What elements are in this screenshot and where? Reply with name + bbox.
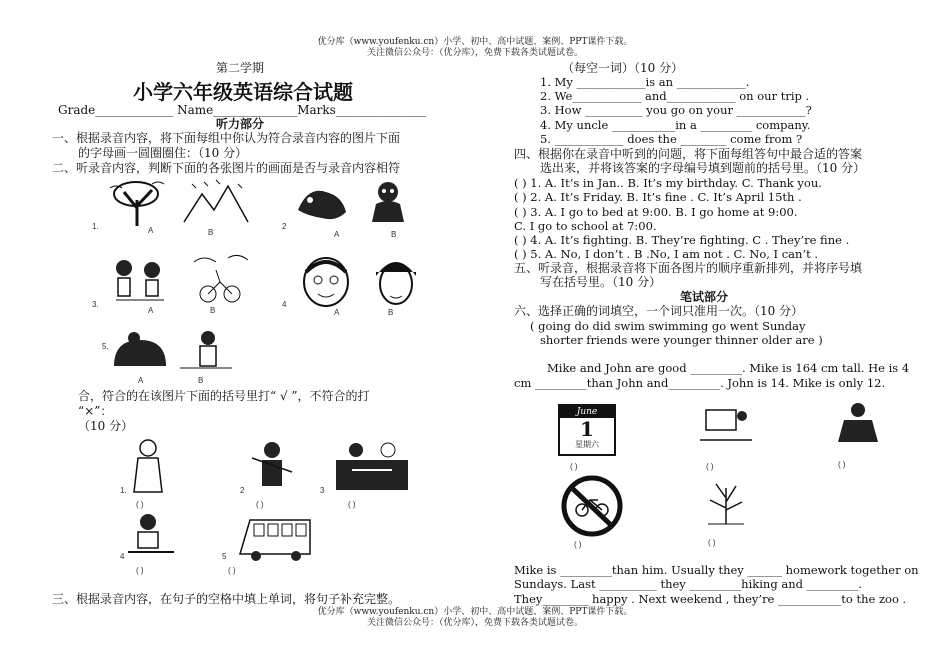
dragon-picture [294,180,350,226]
monkey-picture [362,178,414,226]
q2-text-b: 合，符合的在该图片下面的括号里打“ √ ”，不符合的打 [78,389,370,403]
boy-writing-picture [126,512,176,562]
mother-cooking-picture [178,328,234,374]
q1-picture-grid [90,178,430,388]
q2-bracket: ( ) [348,500,356,509]
option-b: B [391,230,397,239]
q4-text-b: 选出来，并将该答案的字母编号填到题前的括号里。（10 分） [540,161,866,175]
q5-bracket: ( ) [574,540,582,549]
q3-item-4: 4. My uncle ___________in a _________ company. [540,118,811,132]
calendar-weekday: 星期六 [575,440,599,449]
park-bicycle-picture [188,252,254,304]
option-a: A [148,226,154,235]
q4-item-1: ( ) 1. A. It’s in Jan.. B. It’s my birthday. C. Thank you. [514,176,822,190]
calendar-picture [558,404,616,456]
header-line-2: 关注微信公众号：（优分库），免费下载各类试题试卷。 [366,48,583,58]
option-b: B [198,376,204,385]
option-a: A [148,306,154,315]
boy-face-picture [370,256,420,308]
q2-number: 3 [320,486,325,495]
violin-player-picture [250,440,294,492]
q4-text-a: 四、根据你在录音中听到的问题，将下面每组答句中最合适的答案 [514,147,863,161]
q6-word-bank-1: ( going do did swim swimming go went Sunday [530,319,806,333]
calendar-day: 1 [580,417,594,441]
page-title: 小学六年级英语综合试题 [133,80,353,104]
q4-item-3: ( ) 3. A. I go to bed at 9:00. B. I go home at 9:00. [514,205,798,219]
bus-picture [236,510,314,564]
q4-item-4: ( ) 4. A. It’s fighting. B. They’re fighting. C . They’re fine . [514,233,850,247]
q3-note: （每空一词）（10 分） [562,61,684,75]
section-listening: 听力部分 [216,117,265,131]
q2-bracket: ( ) [136,566,144,575]
header-line-1: 优分库（www.youfenku.cn）小学、初中、高中试题、案例、PPT课件下载。 [317,37,633,47]
q2-number: 4 [120,552,125,561]
doctor-patient-picture [332,440,412,494]
q2-picture-grid [90,436,420,586]
q1-text-b: 的字母画一圆圈圈住：（10 分） [78,146,248,160]
q5-text-a: 五、听录音，根据录音将下面各图片的顺序重新排列，并将序号填 [514,261,863,275]
q3-item-5: 5. ____________ does the ________ come from ? [540,132,803,146]
option-b: B [210,306,216,315]
q3-text: 三、根据录音内容，在句子的空格中填上单词，将句子补充完整。 [52,592,401,606]
group-number: 4 [282,300,287,309]
tree-wind-picture [102,178,172,228]
grass-picture [704,478,748,526]
group-number: 1. [92,222,99,231]
q4-item-3-c: C. I go to school at 7:00. [514,219,657,233]
paragraph-1-line-b: cm _________than John and_________. John is 14. Mike is only 12. [514,376,886,390]
q3-item-3: 3. How __________ you go on your ____________? [540,103,812,117]
q2-text-a: 二、听录音内容，判断下面的各张图片的画面是否与录音内容相符 [52,161,401,175]
old-woman-face-picture [298,256,354,308]
kids-playing-picture [108,256,170,304]
section-writing: 笔试部分 [680,290,729,304]
group-number: 3. [92,300,99,309]
mountains-picture [182,180,252,226]
q2-bracket: ( ) [256,500,264,509]
q2-bracket: ( ) [136,500,144,509]
q3-item-2: 2. We____________ and____________ on our trip . [540,89,810,103]
q6-text: 六、选择正确的词填空，一个词只准用一次。（10 分） [514,304,804,318]
q2-number: 2 [240,486,245,495]
no-bicycle-sign-icon [560,476,624,536]
q4-item-2: ( ) 2. A. It’s Friday. B. It’s fine . C. It’s April 15th . [514,190,802,204]
q3-item-1: 1. My ____________is an ____________. [540,75,750,89]
option-a: A [138,376,144,385]
q5-bracket: ( ) [570,462,578,471]
paragraph-2-line-a: Mike is _________than him. Usually they ______ homework together on [514,563,919,577]
option-a: A [334,230,340,239]
paragraph-1-line-a: Mike and John are good _________. Mike is 164 cm tall. He is 4 [547,361,910,375]
footer-line-1: 优分库（www.youfenku.cn）小学、初中、高中试题、案例、PPT课件下载。 [317,607,633,617]
option-b: B [388,308,394,317]
q5-bracket: ( ) [838,460,846,469]
option-b: B [208,228,214,237]
calendar-month: June [560,406,614,418]
q2-text-c: “×”： [78,404,113,418]
q2-bracket: ( ) [228,566,236,575]
girl-singing-picture [128,438,168,496]
boy-reading-picture [830,400,886,446]
family-sofa-picture [112,326,168,374]
group-number: 5. [102,342,109,351]
student-info-line: Grade_____________ Name______________Marks_______________ [58,103,426,117]
paragraph-2-line-c: They________ happy . Next weekend , they’re ___________to the zoo . [514,592,907,606]
q5-bracket: ( ) [706,462,714,471]
classroom-picture [696,400,756,448]
q2-text-d: （10 分） [78,419,134,433]
group-number: 2 [282,222,287,231]
q2-number: 1. [120,486,127,495]
q5-picture-grid [548,398,898,558]
q4-item-5: ( ) 5. A. No, I don’t . B .No, I am not . C. No, I can’t . [514,247,819,261]
footer-line-2: 关注微信公众号：（优分库），免费下载各类试题试卷。 [366,618,583,628]
q1-text-a: 一、根据录音内容，将下面每组中你认为符合录音内容的图片下面 [52,131,401,145]
q6-word-bank-2: shorter friends were younger thinner older are ) [540,333,823,347]
term-label: 第二学期 [216,61,265,75]
paragraph-2-line-b: Sundays. Last __________ they _________hiking and _________. [514,577,863,591]
q2-number: 5 [222,552,227,561]
q5-bracket: ( ) [708,538,716,547]
option-a: A [334,308,340,317]
q5-text-b: 写在括号里。（10 分） [540,275,662,289]
